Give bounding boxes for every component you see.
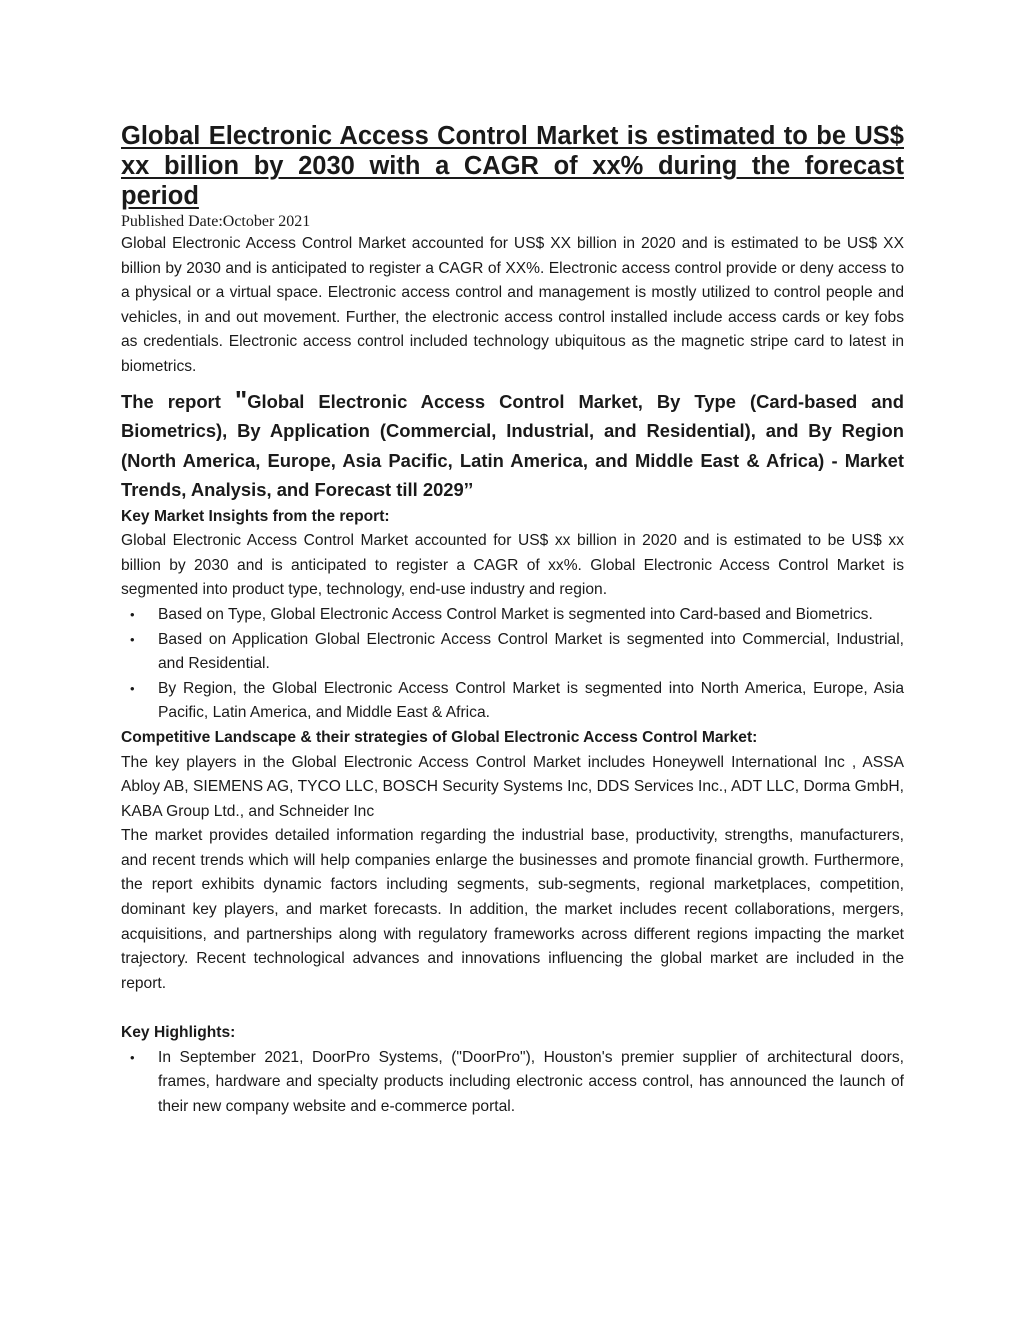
bullet-icon: • <box>130 631 135 647</box>
list-item <box>121 1046 904 1120</box>
list-item <box>121 603 904 628</box>
highlights-heading: Key Highlights: <box>121 1024 236 1042</box>
intro-paragraph: Global Electronic Access Control Market accounted for US$ XX billion in 2020 and is estimated to be US$ XX billion by 2030 and is anticipated to register a CAGR of XX%. Electronic access control provide or deny access to a physical or a virtual space. Electronic access control and management is mostly utilized to control people and vehicles, in and out movement. Further, the electronic access control installed include access cards or key fobs as credentials. Electronic access control included technology ubiquitous as the magnetic stripe card to latest in biometrics. <box>121 235 904 375</box>
market-details-paragraph: The market provides detailed information regarding the industrial base, productivity, strengths, manufacturers, and recent trends which will help companies enlarge the businesses and promote financial growth. Furthermore, the report exhibits dynamic factors including segments, sub-segments, regional marketplaces, competition, dominant key players, and market forecasts. In addition, the market includes recent collaborations, mergers, acquisitions, and partnerships along with regulatory frameworks across different regions impacting the market trajectory. Recent technological advances and innovations influencing the global market are included in the report. <box>121 827 904 992</box>
insights-paragraph: Global Electronic Access Control Market accounted for US$ xx billion in 2020 and is estimated to be US$ xx billion by 2030 and is anticipated to register a CAGR of xx%. Global Electronic Access Control Market is segmented into product type, technology, end-use industry and region. <box>121 532 904 599</box>
report-heading-open-quote: " <box>234 384 248 415</box>
document-title: Global Electronic Access Control Market is estimated to be US$ xx billion by 2030 with a CAGR of xx% during the forecast period <box>121 122 904 210</box>
list-item <box>121 677 904 726</box>
competitive-heading: Competitive Landscape & their strategies of Global Electronic Access Control Market: <box>121 728 758 746</box>
insights-heading: Key Market Insights from the report: <box>121 507 390 525</box>
bullet-icon: • <box>130 680 135 696</box>
bullet-icon: • <box>130 606 135 622</box>
report-heading-prefix: The report <box>121 390 235 412</box>
bullet-icon: • <box>130 1049 135 1065</box>
section-spacer <box>121 996 904 1021</box>
report-heading-text: Global Electronic Access Control Market, By Type (Card-based and Biometrics), By Application (Commercial, Industrial, and Residential), and By Region (North America, Europe, Asia Pacific, Latin America, and Middle East & Africa) - Market Trends, Analysis, and Forecast till 2029’’ <box>121 390 904 501</box>
list-item-text: Based on Application Global Electronic Access Control Market is segmented into Commercial, Industrial, and Residential. <box>158 630 904 673</box>
published-date: Published Date:October 2021 <box>121 213 311 230</box>
document-page <box>121 121 904 1119</box>
insights-bullet-list <box>121 603 904 726</box>
list-item <box>121 628 904 677</box>
highlights-bullet-list <box>121 1046 904 1120</box>
list-item-text: In September 2021, DoorPro Systems, ("DoorPro"), Houston's premier supplier of architectural doors, frames, hardware and specialty products including electronic access control, has announced the launch of their new company website and e-commerce portal. <box>158 1048 904 1115</box>
report-heading <box>121 386 904 505</box>
list-item-text: Based on Type, Global Electronic Access Control Market is segmented into Card-based and Biometrics. <box>158 605 873 623</box>
list-item-text: By Region, the Global Electronic Access Control Market is segmented into North America, Europe, Asia Pacific, Latin America, and Middle East & Africa. <box>158 679 904 722</box>
key-players-paragraph: The key players in the Global Electronic Access Control Market includes Honeywell International Inc , ASSA Abloy AB, SIEMENS AG, TYCO LLC, BOSCH Security Systems Inc, DDS Services Inc., ADT LLC, Dorma GmbH, KABA Group Ltd., and Schneider Inc <box>121 753 904 820</box>
